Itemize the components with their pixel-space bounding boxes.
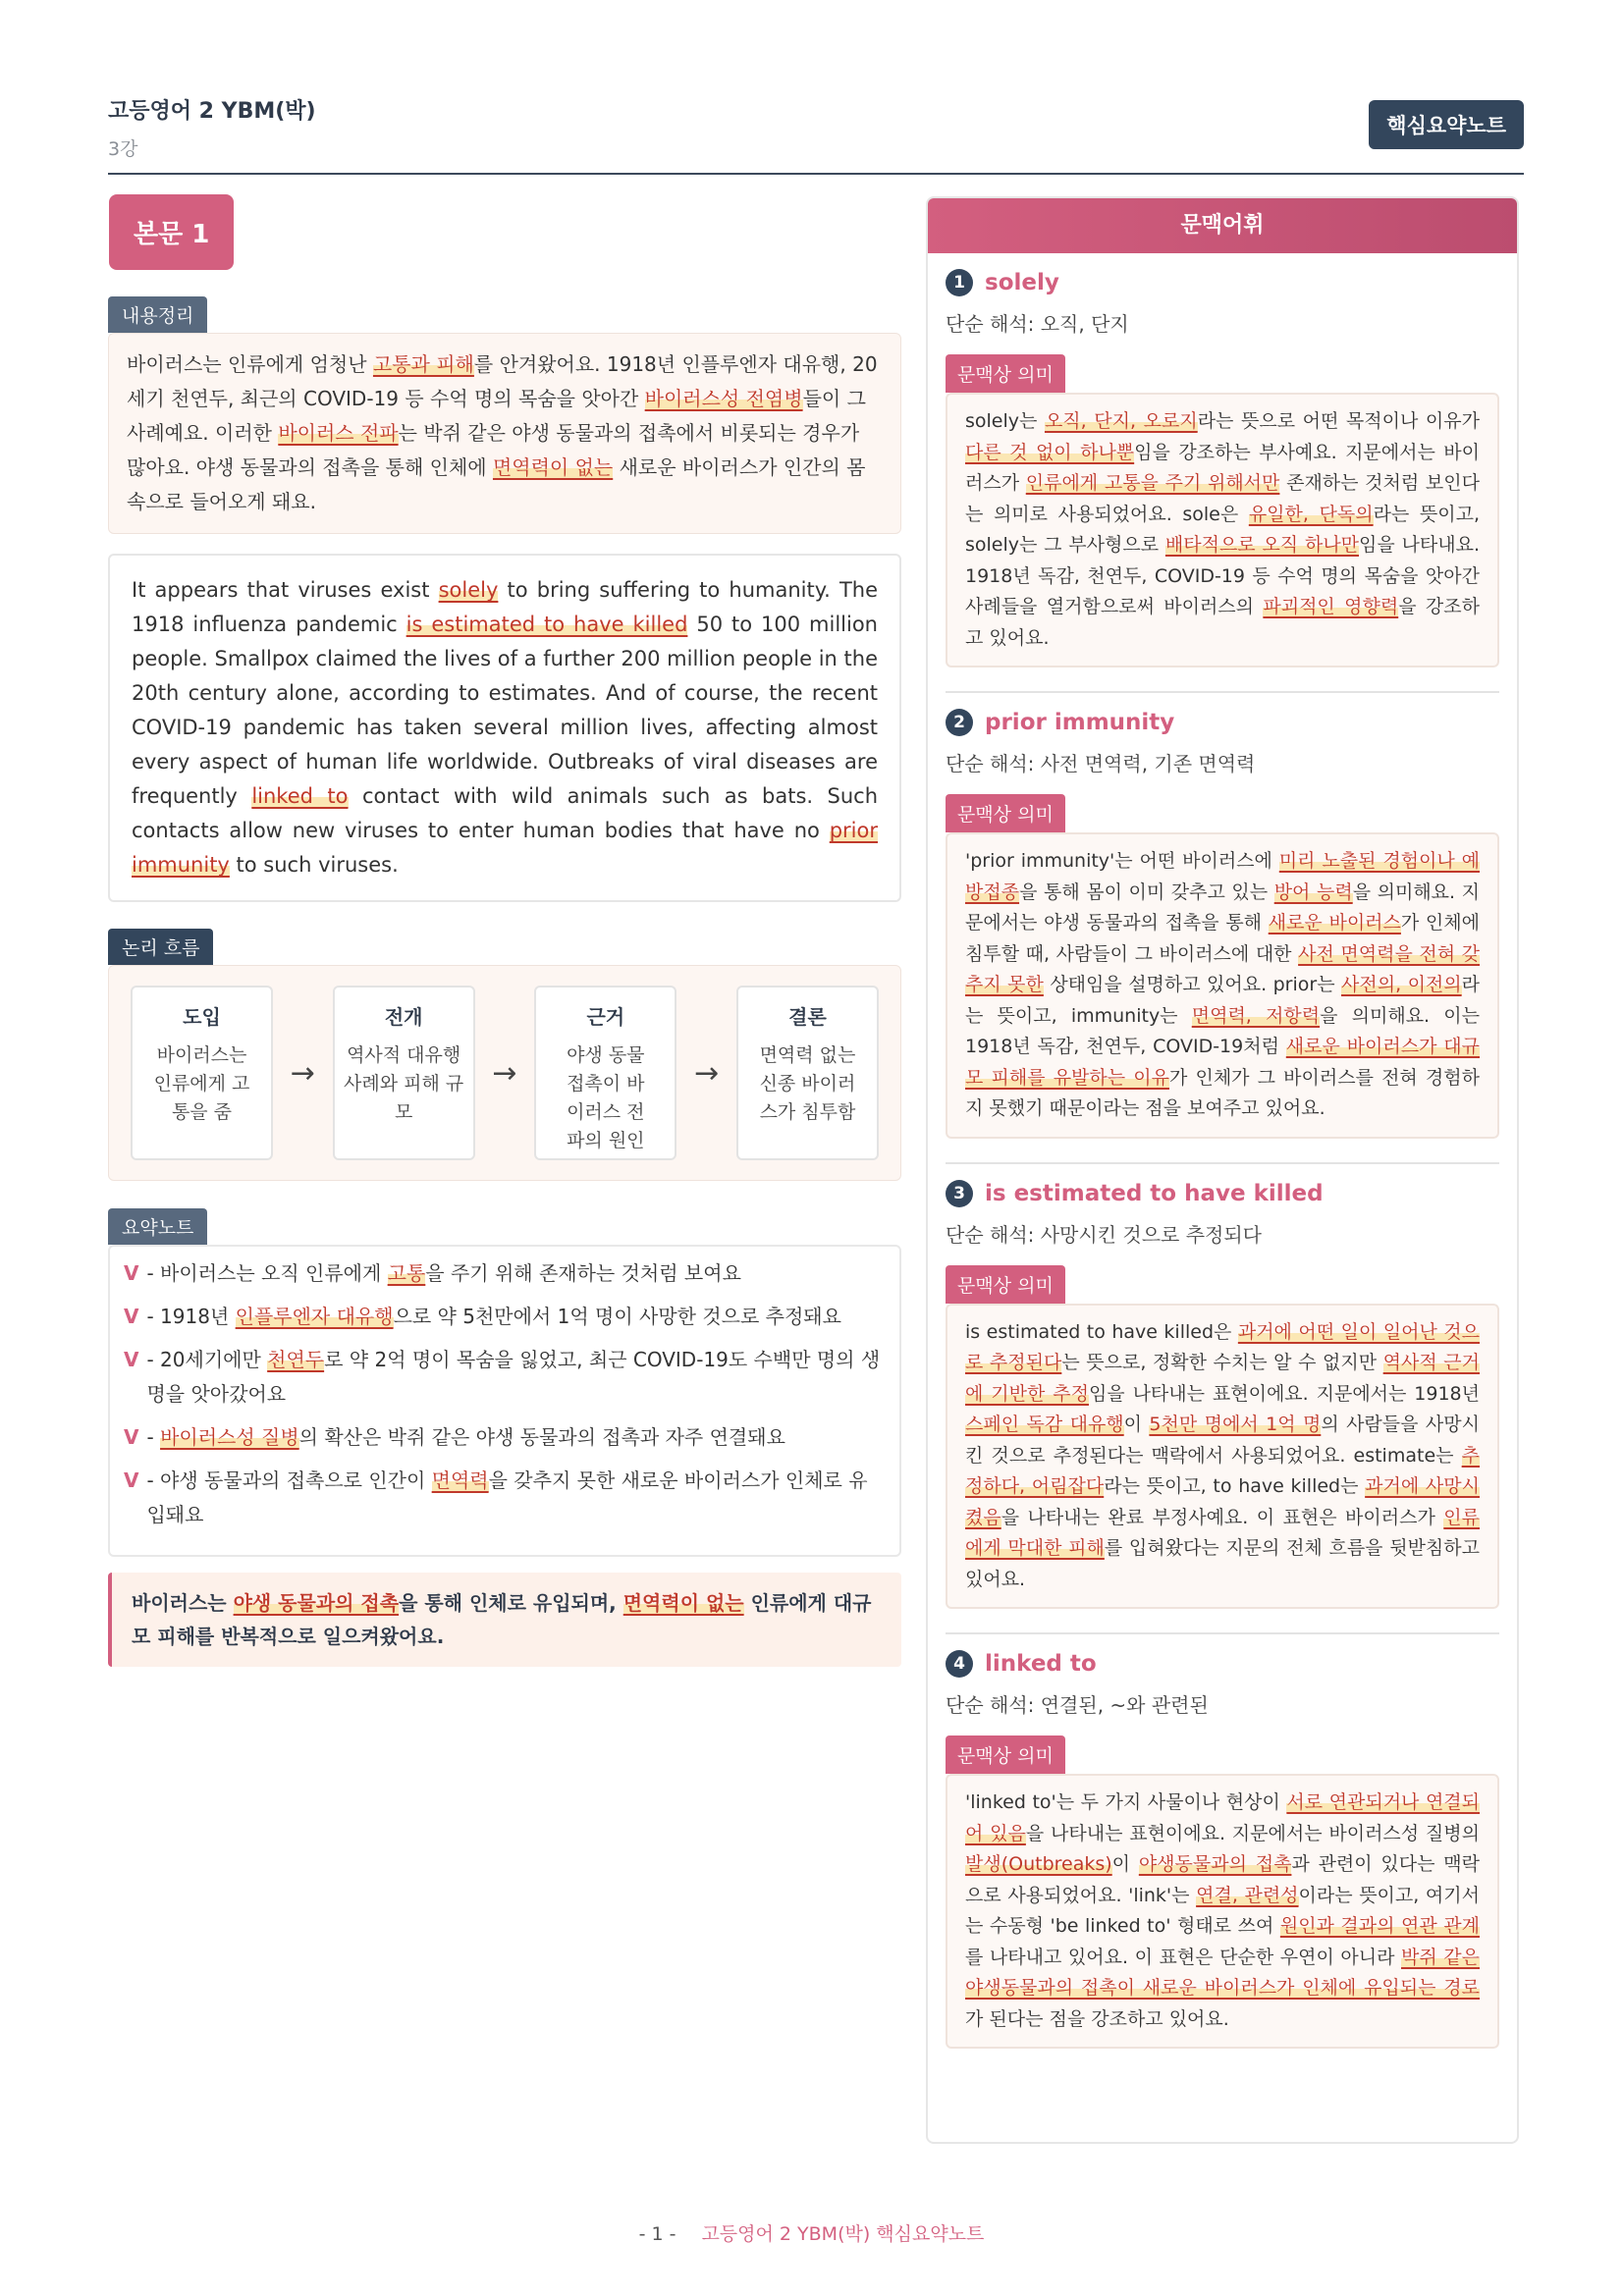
flow-step-desc: 바이러스는 인류에게 고통을 줌 xyxy=(153,1044,250,1123)
vocab-term: prior immunity xyxy=(985,710,1175,735)
english-passage xyxy=(108,554,901,902)
note-text xyxy=(146,1420,784,1455)
text-segment: 과 관련이 있다는 맥락으로 사용되었어요. 'link'는 xyxy=(965,1853,1480,1906)
highlighted-phrase: 새로운 바이러스 xyxy=(1268,912,1401,934)
highlighted-phrase: 박쥐 같은 야생동물과의 접촉이 새로운 바이러스가 인체에 유입되는 경로 xyxy=(965,1946,1480,1999)
highlighted-phrase: 고통 xyxy=(387,1261,426,1285)
text-segment: 을 통해 몸이 이미 갖추고 있는 xyxy=(1019,881,1274,903)
simple-value: 오직, 단지 xyxy=(1040,312,1129,336)
divider xyxy=(946,1162,1499,1164)
text-segment: contact with wild animals such as bats. Such contacts allow new viruses to enter human bodies that have no xyxy=(132,784,879,842)
page-number: - 1 - xyxy=(638,2223,676,2245)
highlighted-phrase: 야생 동물과의 접촉 xyxy=(233,1591,400,1615)
list-item xyxy=(124,1464,886,1532)
simple-translation xyxy=(946,1219,1499,1248)
check-mark-icon: V xyxy=(124,1468,139,1492)
text-segment: 을 의미해요. 이는 1918년 독감, 천연두, COVID-19처럼 xyxy=(965,1004,1480,1057)
simple-value: 사망시킨 것으로 추정되다 xyxy=(1040,1222,1262,1247)
vocab-item-1 xyxy=(928,269,1517,693)
text-segment: 50 to 100 million people. Smallpox claimed the lives of a further 200 million people in the 20th century alone, according to estimates. And of course, the recent COVID-19 pandemic has taken several million lives, affecting almost every aspect of human life worldwide. Outbreaks of viral diseases are frequently xyxy=(132,613,878,808)
flow-step-development xyxy=(333,986,475,1160)
highlighted-phrase: 과거에 사망시켰음 xyxy=(965,1475,1480,1528)
text-segment: 을 의미해요. 지문에서는 야생 동물과의 접촉을 통해 xyxy=(965,881,1480,934)
flow-step-desc: 역사적 대유행 사례와 피해 규모 xyxy=(344,1044,464,1123)
text-segment: - 야생 동물과의 접촉으로 인간이 xyxy=(146,1468,432,1492)
text-segment: - 바이러스는 오직 인류에게 xyxy=(146,1261,388,1285)
highlighted-phrase: 배타적으로 오직 하나만 xyxy=(1164,534,1360,556)
flow-step-intro xyxy=(131,986,273,1160)
simple-translation xyxy=(946,1689,1499,1718)
list-item xyxy=(124,1420,886,1455)
text-segment: 상태임을 설명하고 있어요. prior는 xyxy=(1043,974,1342,995)
list-item xyxy=(124,1300,886,1334)
highlighted-phrase: 새로운 바이러스가 대규모 피해를 유발하는 이유 xyxy=(965,1036,1480,1089)
highlighted-phrase: 5천만 명에서 1억 명 xyxy=(1149,1414,1322,1435)
section-label: 본문 1 xyxy=(109,194,234,270)
highlighted-phrase: 바이러스성 전염병 xyxy=(644,387,803,410)
highlighted-phrase: 방어 능력 xyxy=(1273,881,1353,903)
text-segment: 임을 나타내요. 1918년 독감, 천연두, COVID-19 등 수억 명의 목숨을 앗아간 사례들을 열거함으로써 바이러스의 xyxy=(965,534,1480,617)
check-mark-icon: V xyxy=(124,1348,139,1371)
vocab-panel-title: 문맥어휘 xyxy=(928,198,1517,253)
highlighted-phrase: 면역력 xyxy=(431,1468,489,1492)
vocab-term: is estimated to have killed xyxy=(985,1180,1324,1206)
text-segment: 'linked to'는 두 가지 사물이나 현상이 xyxy=(965,1791,1287,1813)
flow-arrow-icon: → xyxy=(290,1055,315,1091)
summary-notes-list xyxy=(108,1245,901,1557)
highlighted-phrase: 인류에게 고통을 주기 위해서만 xyxy=(1025,472,1280,494)
highlighted-phrase: 사전의, 이전의 xyxy=(1341,974,1462,995)
text-segment: 이라는 뜻이고, 여기서는 수동형 'be linked to' 형태로 쓰여 xyxy=(965,1884,1480,1937)
summary-notes-section xyxy=(108,1208,901,1557)
vocab-item-4 xyxy=(928,1650,1517,2049)
context-meaning-tag: 문맥상 의미 xyxy=(946,1265,1065,1304)
vocab-item-2 xyxy=(928,709,1517,1164)
simple-prefix: 단순 해석: xyxy=(946,312,1041,336)
highlighted-phrase: 오직, 단지, 오로지 xyxy=(1044,410,1198,432)
simple-prefix: 단순 해석: xyxy=(946,1222,1041,1247)
text-segment: 임을 나타내는 표현이에요. 지문에서는 1918년 xyxy=(1088,1382,1480,1405)
highlighted-phrase: 파괴적인 영향력 xyxy=(1263,596,1399,617)
document-title: 고등영어 2 YBM(박) xyxy=(108,99,316,124)
logic-flow-diagram xyxy=(108,965,901,1181)
flow-step-title: 근거 xyxy=(586,1005,625,1029)
item-number-badge: 2 xyxy=(946,709,973,736)
highlighted-phrase: 유일한, 단독의 xyxy=(1248,503,1374,525)
highlighted-phrase: prior immunity xyxy=(132,819,878,877)
content-summary-tag: 내용정리 xyxy=(108,296,207,333)
context-meaning-text xyxy=(946,1774,1499,2049)
logic-flow-tag: 논리 흐름 xyxy=(108,929,213,965)
page-header xyxy=(108,94,1524,175)
text-segment: 임을 강조하는 부사예요. 지문에서는 바이러스가 xyxy=(965,441,1481,494)
flow-arrow-icon: → xyxy=(492,1055,517,1091)
item-number-badge: 1 xyxy=(946,269,973,296)
text-segment: 의 확산은 박쥐 같은 야생 동물과의 접촉과 자주 연결돼요 xyxy=(298,1425,785,1449)
simple-prefix: 단순 해석: xyxy=(946,752,1041,775)
flow-step-desc: 면역력 없는 신종 바이러스가 침투함 xyxy=(759,1044,856,1123)
context-meaning-tag: 문맥상 의미 xyxy=(946,794,1065,832)
context-meaning-text xyxy=(946,1304,1499,1610)
text-segment: 을 통해 인체로 유입되며, xyxy=(399,1591,623,1615)
check-mark-icon: V xyxy=(124,1425,139,1449)
highlighted-phrase: 바이러스성 질병 xyxy=(160,1425,299,1449)
text-segment: 새로운 바이러스가 인간의 몸속으로 들어오게 돼요. xyxy=(127,455,866,513)
highlighted-phrase: linked to xyxy=(251,784,349,808)
list-item xyxy=(124,1343,886,1412)
text-segment: 존재하는 것처럼 보인다는 의미로 사용되었어요. sole은 xyxy=(965,472,1480,525)
context-meaning-text xyxy=(946,393,1499,667)
item-number-badge: 3 xyxy=(946,1180,973,1207)
vocab-item-3 xyxy=(928,1180,1517,1635)
text-segment: 을 주기 위해 존재하는 것처럼 보여요 xyxy=(425,1261,741,1285)
highlighted-phrase: is estimated to have killed xyxy=(406,613,688,636)
text-segment: 의 사람들을 사망시킨 것으로 추정된다는 맥락에서 사용되었어요. estimate는 xyxy=(965,1414,1480,1467)
text-segment: - xyxy=(146,1425,161,1449)
highlighted-phrase: 사전 면역력을 전혀 갖추지 못한 xyxy=(965,942,1480,995)
simple-translation xyxy=(946,308,1499,337)
check-mark-icon: V xyxy=(124,1261,139,1285)
context-meaning-tag: 문맥상 의미 xyxy=(946,354,1065,393)
context-meaning-text xyxy=(946,832,1499,1139)
vocab-term: linked to xyxy=(985,1651,1097,1677)
text-segment: 'prior immunity'는 어떤 바이러스에 xyxy=(965,850,1279,872)
text-segment: - 20세기에만 xyxy=(146,1348,268,1371)
logic-flow-section xyxy=(108,929,901,1181)
main-content xyxy=(108,194,901,1667)
text-segment: 을 나타내는 완료 부정사예요. 이 표현은 바이러스가 xyxy=(1001,1506,1444,1528)
highlighted-phrase: 다른 것 없이 하나뿐 xyxy=(965,441,1135,463)
highlighted-phrase: 추정하다, 어림잡다 xyxy=(965,1444,1480,1497)
conclusion-box xyxy=(108,1573,901,1667)
text-segment: 라는 뜻이고, immunity는 xyxy=(965,974,1480,1027)
divider xyxy=(946,691,1499,693)
text-segment: 을 나타내는 표현이에요. 지문에서는 바이러스성 질병의 xyxy=(1025,1822,1480,1844)
text-segment: 라는 뜻이고, to have killed는 xyxy=(1104,1475,1366,1497)
highlighted-phrase: 과거에 어떤 일이 일어난 것으로 추정된다 xyxy=(965,1320,1480,1373)
list-item xyxy=(124,1256,886,1291)
highlighted-phrase: 인류에게 막대한 피해 xyxy=(965,1506,1480,1559)
page-footer xyxy=(0,2219,1623,2246)
text-segment: - 1918년 xyxy=(146,1305,236,1328)
note-text xyxy=(146,1300,840,1334)
highlighted-phrase: 면역력이 없는 xyxy=(492,455,614,479)
content-summary-section xyxy=(108,296,901,534)
flow-step-title: 전개 xyxy=(384,1005,423,1029)
vocab-term: solely xyxy=(985,270,1059,295)
flow-step-desc: 야생 동물 접촉이 바이러스 전파의 원인 xyxy=(567,1044,645,1151)
note-type-badge: 핵심요약노트 xyxy=(1369,100,1524,149)
text-segment: to bring suffering to humanity. The 1918 influenza pandemic xyxy=(132,578,878,636)
highlighted-phrase: 미리 노출된 경험이나 예방접종 xyxy=(965,850,1480,903)
highlighted-phrase: 야생동물과의 접촉 xyxy=(1138,1853,1292,1875)
highlighted-phrase: 인플루엔자 대유행 xyxy=(235,1305,394,1328)
text-segment: 이 xyxy=(1111,1853,1139,1875)
text-segment: 가 인체가 그 바이러스를 전혀 경험하지 못했기 때문이라는 점을 보여주고 있어요. xyxy=(965,1066,1480,1119)
flow-step-conclusion xyxy=(736,986,879,1160)
flow-arrow-icon: → xyxy=(694,1055,720,1091)
text-segment: 를 나타내고 있어요. 이 표현은 단순한 우연이 아니라 xyxy=(965,1946,1401,1968)
note-text xyxy=(146,1343,886,1412)
check-mark-icon: V xyxy=(124,1305,139,1328)
text-segment: to such viruses. xyxy=(229,853,399,877)
text-segment: 바이러스는 xyxy=(132,1591,234,1615)
text-segment: 라는 뜻으로 어떤 목적이나 이유가 xyxy=(1197,410,1480,432)
text-segment: 으로 약 5천만에서 1억 명이 사망한 것으로 추정돼요 xyxy=(393,1305,841,1328)
summary-notes-tag: 요약노트 xyxy=(108,1208,207,1245)
vocab-panel xyxy=(926,196,1519,2144)
text-segment: 인류에게 대규모 피해를 반복적으로 일으켜왔어요. xyxy=(132,1591,872,1648)
simple-prefix: 단순 해석: xyxy=(946,1693,1041,1717)
simple-value: 연결된, ~와 관련된 xyxy=(1040,1693,1209,1717)
highlighted-phrase: 서로 연관되거나 연결되어 있음 xyxy=(965,1791,1481,1844)
item-number-badge: 4 xyxy=(946,1650,973,1678)
highlighted-phrase: 연결, 관련성 xyxy=(1196,1884,1299,1906)
highlighted-phrase: solely xyxy=(438,578,499,602)
simple-value: 사전 면역력, 기존 면역력 xyxy=(1040,752,1256,775)
divider xyxy=(946,1632,1499,1634)
highlighted-phrase: 면역력이 없는 xyxy=(622,1591,744,1615)
flow-step-evidence xyxy=(534,986,676,1160)
highlighted-phrase: 원인과 결과의 연관 관계 xyxy=(1279,1915,1480,1937)
text-segment: solely는 xyxy=(965,410,1045,432)
text-segment: 바이러스는 인류에게 엄청난 xyxy=(127,352,373,376)
text-segment: 을 갖추지 못한 새로운 바이러스가 인체로 유입돼요 xyxy=(146,1468,868,1526)
note-text xyxy=(146,1256,740,1291)
text-segment: 를 입혀왔다는 지문의 전체 흐름을 뒷받침하고 있어요. xyxy=(965,1537,1480,1590)
simple-translation xyxy=(946,748,1499,776)
highlighted-phrase: 발생(Outbreaks) xyxy=(965,1853,1112,1875)
text-segment: 는 박쥐 같은 야생 동물과의 접촉에서 비롯되는 경우가 많아요. 야생 동물과의 접촉을 통해 인체에 xyxy=(127,421,860,479)
highlighted-phrase: 바이러스 전파 xyxy=(278,421,399,445)
flow-step-title: 도입 xyxy=(183,1005,221,1029)
note-text xyxy=(146,1464,886,1532)
highlighted-phrase: 면역력, 저항력 xyxy=(1191,1004,1321,1027)
text-segment: 을 강조하고 있어요. xyxy=(965,596,1480,649)
text-segment: 라는 뜻이고, solely는 그 부사형으로 xyxy=(965,503,1480,556)
flow-step-title: 결론 xyxy=(788,1005,827,1029)
text-segment: 는 뜻으로, 정확한 수치는 알 수 없지만 xyxy=(1061,1352,1383,1373)
context-meaning-tag: 문맥상 의미 xyxy=(946,1735,1065,1774)
highlighted-phrase: 스페인 독감 대유행 xyxy=(965,1414,1124,1435)
text-segment: 이 xyxy=(1123,1414,1150,1435)
content-summary-text xyxy=(108,333,901,534)
footer-title: 고등영어 2 YBM(박) 핵심요약노트 xyxy=(701,2223,985,2245)
lesson-number: 3강 xyxy=(108,138,138,160)
highlighted-phrase: 역사적 근거에 기반한 추정 xyxy=(965,1352,1480,1405)
text-segment: 가 인체에 침투할 때, 사람들이 그 바이러스에 대한 xyxy=(965,912,1480,965)
text-segment: 를 안겨왔어요. 1918년 인플루엔자 대유행, 20세기 천연두, 최근의 COVID-19 등 수억 명의 목숨을 앗아간 xyxy=(127,352,878,410)
text-segment: is estimated to have killed은 xyxy=(965,1320,1238,1343)
text-segment: 로 약 2억 명이 목숨을 잃었고, 최근 COVID-19도 수백만 명의 생명을 앗아갔어요 xyxy=(146,1348,881,1406)
highlighted-phrase: 천연두 xyxy=(267,1348,325,1371)
highlighted-phrase: 고통과 피해 xyxy=(372,352,474,376)
text-segment: It appears that viruses exist xyxy=(132,578,439,602)
text-segment: 들이 그 사례예요. 이러한 xyxy=(127,387,866,445)
text-segment: 가 된다는 점을 강조하고 있어요. xyxy=(965,2007,1229,2030)
